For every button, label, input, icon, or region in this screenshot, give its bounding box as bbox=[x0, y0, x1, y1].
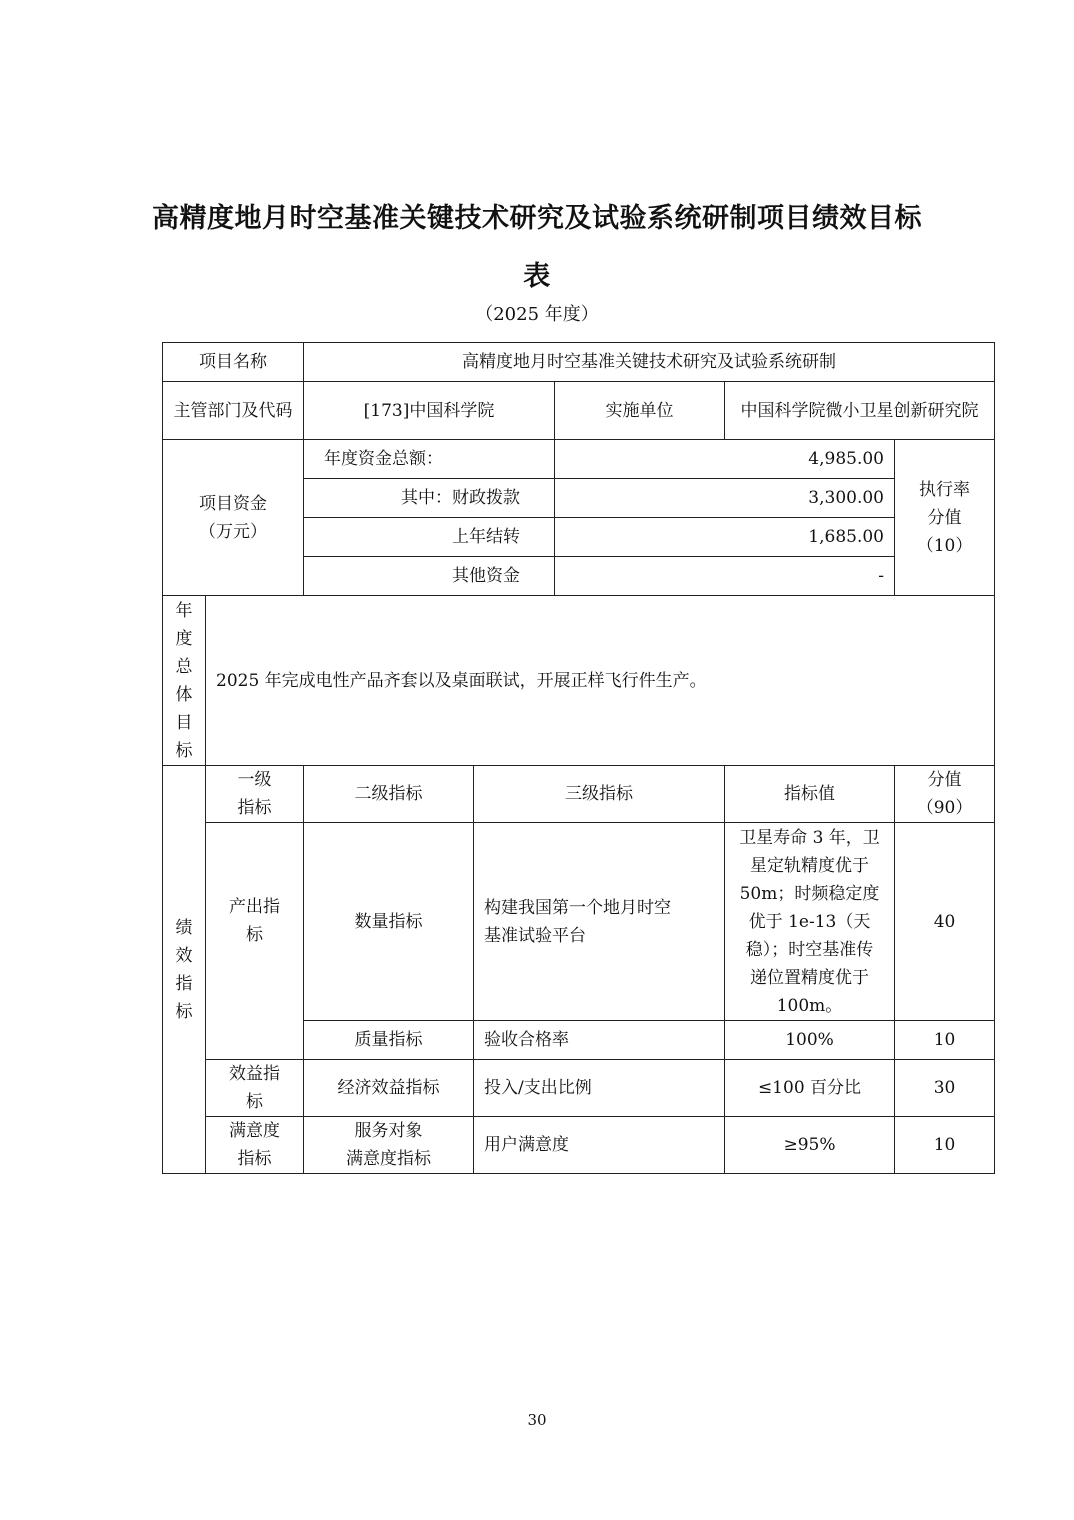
quality-indicator: 质量指标 bbox=[304, 1021, 474, 1060]
header-score-line2: （90） bbox=[916, 798, 973, 818]
quantity-value-line: 卫星寿命 3 年，卫 bbox=[739, 827, 880, 848]
benefit-indicator-level1 bbox=[206, 1060, 304, 1117]
satisfaction-level1-line2: 指标 bbox=[237, 1149, 272, 1169]
project-name-value: 高精度地月时空基准关键技术研究及试验系统研制 bbox=[304, 343, 995, 382]
quantity-level3 bbox=[474, 823, 725, 1021]
economic-benefit-indicator: 经济效益指标 bbox=[304, 1060, 474, 1117]
benefit-level1-line1: 效益指 bbox=[229, 1064, 280, 1084]
execution-rate-line1: 执行率 bbox=[919, 479, 971, 500]
quantity-value-line: 递位置精度优于 bbox=[750, 967, 869, 988]
quantity-value-line: 100m。 bbox=[776, 995, 843, 1016]
satisfaction-score: 10 bbox=[895, 1117, 995, 1174]
output-level1-line2: 标 bbox=[246, 925, 263, 945]
funds-row-label: 其中：财政拨款 bbox=[304, 479, 555, 518]
satisfaction-indicator-level1 bbox=[206, 1117, 304, 1174]
annual-goal-text: 2025 年完成电性产品齐套以及桌面联试，开展正样飞行件生产。 bbox=[206, 596, 995, 766]
satisfaction-level3: 用户满意度 bbox=[474, 1117, 725, 1174]
page-number: 30 bbox=[527, 1411, 547, 1429]
header-level1 bbox=[206, 766, 304, 823]
document-title-line2: 表 bbox=[523, 261, 551, 292]
quantity-level3-line1: 构建我国第一个地月时空 bbox=[484, 897, 671, 918]
quantity-score: 40 bbox=[895, 823, 995, 1021]
annual-goal-label-char: 总 bbox=[175, 656, 193, 677]
quantity-value-line: 50m；时频稳定度 bbox=[739, 883, 880, 904]
funds-label-line1: 项目资金 bbox=[199, 493, 267, 514]
benefit-score: 30 bbox=[895, 1060, 995, 1117]
performance-target-table bbox=[162, 342, 995, 1174]
quantity-value-line: 稳）；时空基准传 bbox=[745, 939, 874, 960]
annual-goal-label bbox=[163, 596, 206, 766]
satisfaction-level2-line1: 服务对象 bbox=[354, 1121, 423, 1141]
header-level1-line2: 指标 bbox=[237, 798, 272, 818]
funds-row-label: 其他资金 bbox=[304, 557, 555, 596]
annual-goal-label-char: 度 bbox=[175, 628, 193, 649]
quantity-value-line: 星定轨精度优于 bbox=[750, 855, 869, 876]
performance-indicators-char: 标 bbox=[175, 1001, 193, 1022]
performance-indicators-label bbox=[163, 766, 206, 1174]
output-level1-line1: 产出指 bbox=[229, 897, 280, 917]
funds-row-value: 1,685.00 bbox=[555, 518, 895, 557]
performance-indicators-char: 指 bbox=[175, 973, 193, 994]
funds-row-value: - bbox=[555, 557, 895, 596]
header-score-line1: 分值 bbox=[927, 770, 962, 790]
satisfaction-level1-line1: 满意度 bbox=[229, 1121, 280, 1141]
header-level1-line1: 一级 bbox=[237, 770, 272, 790]
execution-rate-line3: （10） bbox=[916, 535, 973, 556]
annual-goal-label-char: 年 bbox=[175, 600, 193, 621]
funds-label-line2: （万元） bbox=[199, 521, 267, 542]
quality-value: 100% bbox=[725, 1021, 895, 1060]
output-indicator-level1 bbox=[206, 823, 304, 1060]
performance-indicators-char: 绩 bbox=[175, 917, 193, 938]
performance-indicators-char: 效 bbox=[175, 945, 193, 966]
funds-row-label: 上年结转 bbox=[304, 518, 555, 557]
quantity-value bbox=[725, 823, 895, 1021]
annual-goal-label-char: 体 bbox=[175, 684, 193, 705]
funds-row-value: 3,300.00 bbox=[555, 479, 895, 518]
document-year: （2025 年度） bbox=[475, 304, 599, 325]
header-value: 指标值 bbox=[725, 766, 895, 823]
funds-row-label: 年度资金总额： bbox=[304, 440, 555, 479]
benefit-level1-line2: 标 bbox=[246, 1092, 263, 1112]
header-level3: 三级指标 bbox=[474, 766, 725, 823]
quantity-value-line: 优于 1e-13（天 bbox=[748, 911, 871, 932]
header-score bbox=[895, 766, 995, 823]
department-value: [173]中国科学院 bbox=[304, 382, 555, 440]
annual-goal-label-char: 目 bbox=[175, 712, 193, 733]
satisfaction-value: ≥95% bbox=[725, 1117, 895, 1174]
execution-rate-line2: 分值 bbox=[927, 507, 962, 528]
funds-label bbox=[163, 440, 304, 596]
department-label: 主管部门及代码 bbox=[163, 382, 304, 440]
benefit-level3: 投入/支出比例 bbox=[474, 1060, 725, 1117]
funds-row-value: 4,985.00 bbox=[555, 440, 895, 479]
execution-rate-score bbox=[895, 440, 995, 596]
project-name-label: 项目名称 bbox=[163, 343, 304, 382]
quality-score: 10 bbox=[895, 1021, 995, 1060]
satisfaction-level2-line2: 满意度指标 bbox=[346, 1149, 431, 1169]
benefit-value: ≤100 百分比 bbox=[725, 1060, 895, 1117]
implementing-unit-label: 实施单位 bbox=[555, 382, 725, 440]
header-level2: 二级指标 bbox=[304, 766, 474, 823]
service-satisfaction-indicator bbox=[304, 1117, 474, 1174]
document-title-line1: 高精度地月时空基准关键技术研究及试验系统研制项目绩效目标 bbox=[152, 203, 922, 234]
annual-goal-label-char: 标 bbox=[175, 740, 193, 761]
quantity-level3-line2: 基准试验平台 bbox=[484, 925, 586, 946]
implementing-unit-value: 中国科学院微小卫星创新研究院 bbox=[725, 382, 995, 440]
quantity-indicator: 数量指标 bbox=[304, 823, 474, 1021]
quality-level3: 验收合格率 bbox=[474, 1021, 725, 1060]
